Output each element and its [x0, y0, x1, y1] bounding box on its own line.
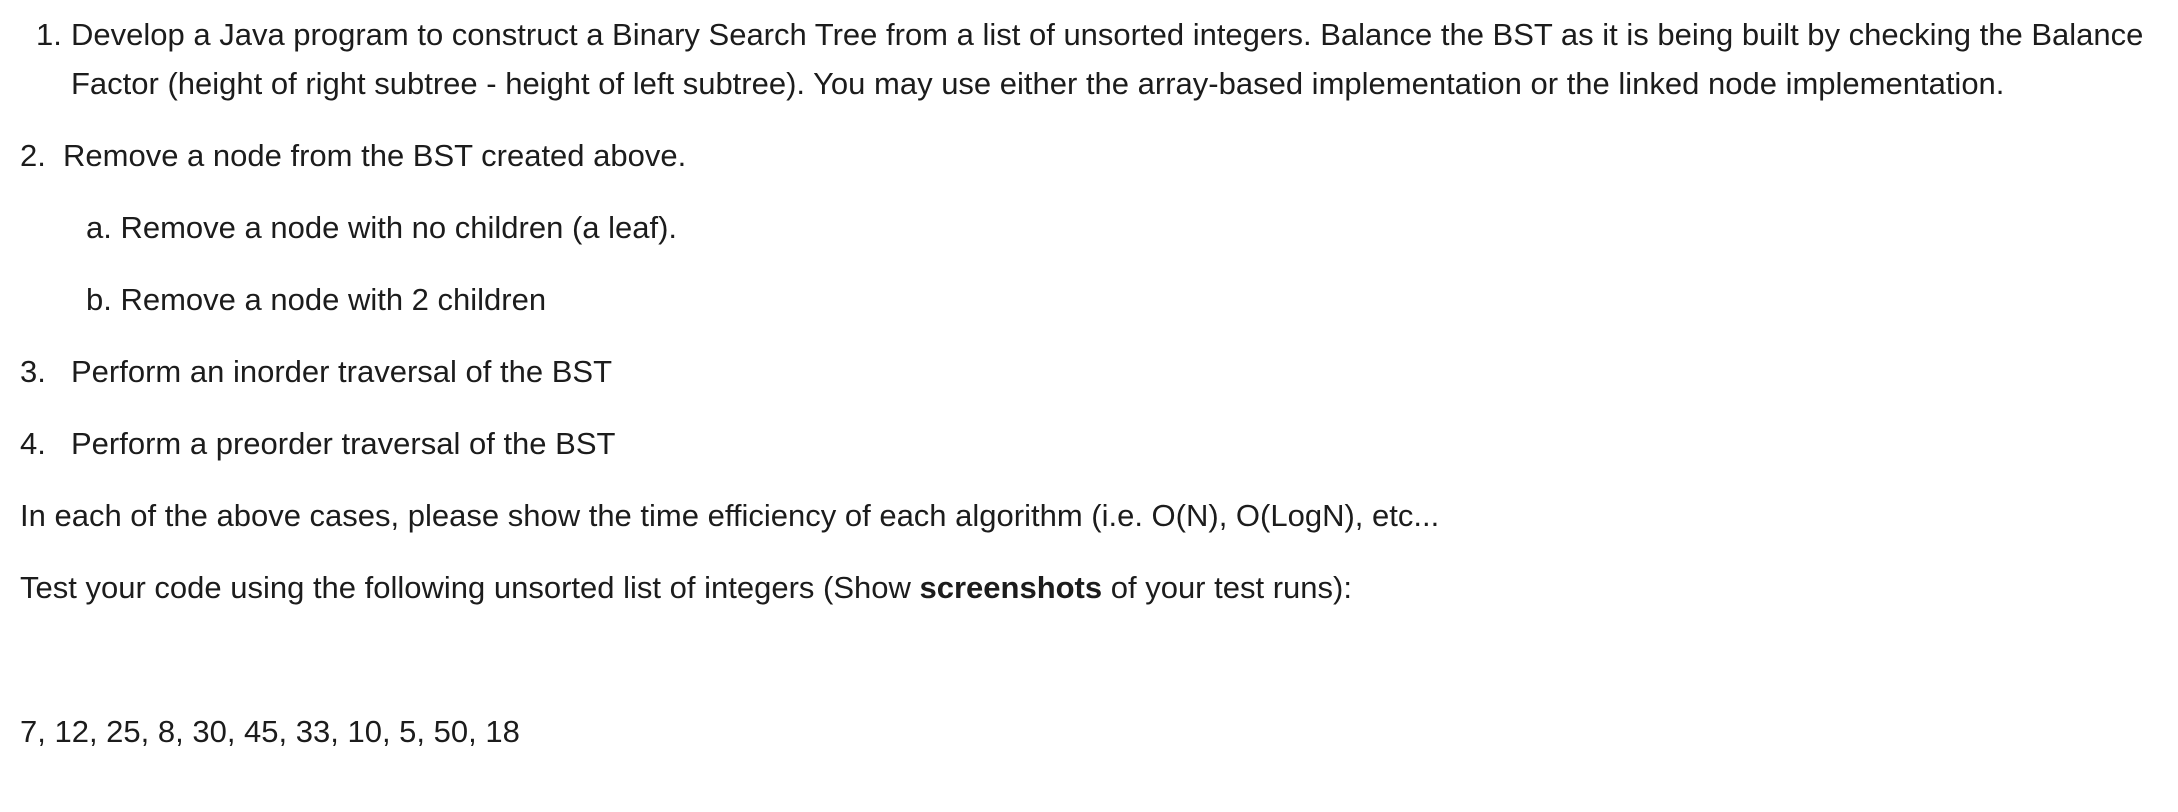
list-item-3	[20, 347, 612, 396]
integer-list: 7, 12, 25, 8, 30, 45, 33, 10, 5, 50, 18	[20, 714, 520, 749]
list-item-text: Perform an inorder traversal of the BST	[71, 354, 613, 389]
list-item-text: Remove a node from the BST created above.	[63, 138, 687, 173]
list-item-4	[20, 419, 615, 468]
test-instruction	[20, 563, 1352, 612]
sub-item-a: a. Remove a node with no children (a leaf).	[86, 210, 678, 245]
list-item-number: 2.	[20, 138, 46, 173]
test-instruction-before: Test your code using the following unsorted list of integers (Show	[20, 570, 920, 605]
test-instruction-bold: screenshots	[919, 570, 1103, 605]
list-item-2	[20, 131, 686, 180]
list-item-number: 4.	[20, 426, 46, 461]
list-item-text: Perform a preorder traversal of the BST	[71, 426, 616, 461]
list-item-1-continuation: Factor (height of right subtree - height of left subtree). You may use either the array-based implementation or the linked node implementation.	[71, 66, 2005, 101]
sub-item-b: b. Remove a node with 2 children	[86, 282, 547, 317]
list-item-1	[36, 10, 2143, 59]
list-item-number: 1.	[36, 17, 62, 52]
list-item-number: 3.	[20, 354, 46, 389]
list-item-text: Develop a Java program to construct a Binary Search Tree from a list of unsorted integers. Balance the BST as it is being built by checking the Balance	[71, 17, 2144, 52]
test-instruction-after: of your test runs):	[1102, 570, 1352, 605]
efficiency-note: In each of the above cases, please show the time efficiency of each algorithm (i.e. O(N), O(LogN), etc...	[20, 498, 1440, 533]
